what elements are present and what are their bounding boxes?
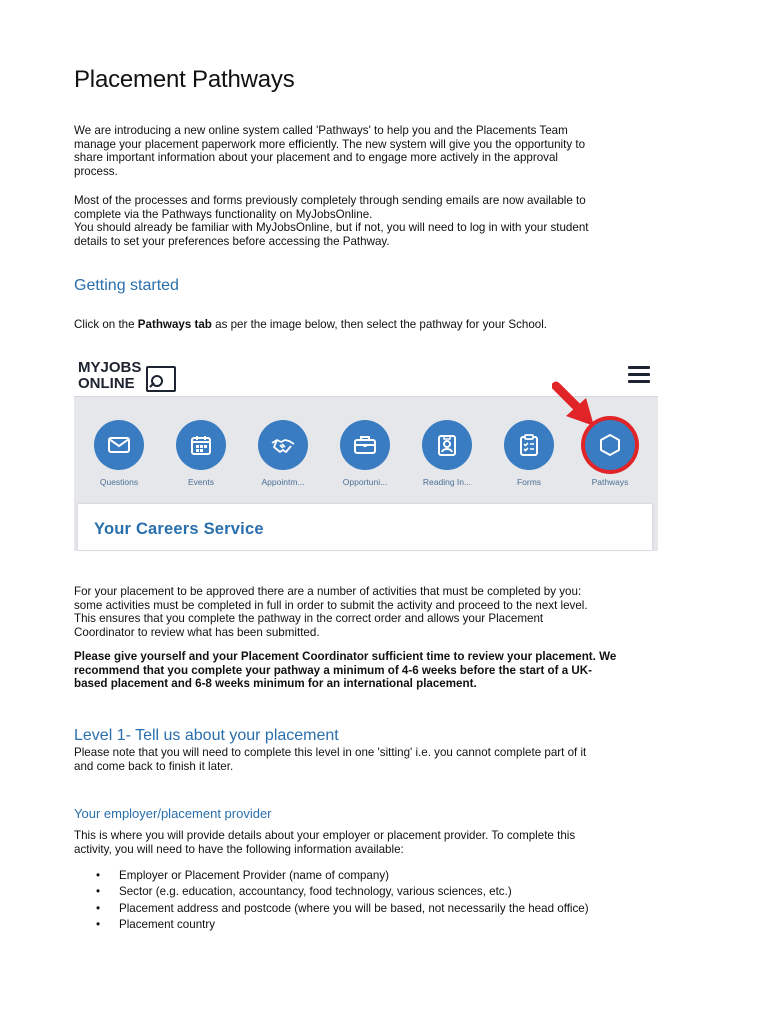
calendar-icon (189, 433, 213, 457)
tile-label: Opportuni... (342, 477, 388, 487)
level1-note-line: Please note that you will need to complete this level in one 'sitting' i.e. you cannot complete part of it (74, 746, 587, 759)
approval-paragraph (74, 585, 696, 639)
processes-line: complete via the Pathways functionality on MyJobsOnline. (74, 207, 373, 221)
tile-label: Reading In... (422, 477, 472, 487)
employer-text-line: activity, you will need to have the following information available: (74, 842, 404, 856)
tile-questions[interactable] (79, 420, 159, 487)
tile-label: Forms (516, 477, 542, 487)
employer-requirements-list (74, 868, 589, 934)
handshake-icon (271, 433, 295, 457)
instruction-text: as per the image below, then select the pathway for your School. (211, 318, 548, 331)
processes-line: You should already be familiar with MyJobsOnline, but if not, you will need to log in with your student (74, 221, 589, 235)
tile-label: Events (188, 477, 214, 487)
list-item: • Placement country (74, 917, 589, 933)
getting-started-instruction (74, 318, 696, 332)
approval-line: some activities must be completed in full in order to submit the activity and proceed to the next level. (74, 598, 588, 612)
tile-reading-in[interactable] (407, 420, 487, 487)
briefcase-icon (353, 433, 377, 457)
tile-events[interactable] (161, 420, 241, 487)
logo-search-icon (146, 366, 176, 392)
processes-paragraph (74, 194, 696, 248)
advice-paragraph (74, 650, 696, 691)
intro-line: manage your placement paperwork more efficiently. The new system will give you the opportunity to (74, 137, 586, 151)
employer-text-line: This is where you will provide details about your employer or placement provider. To complete this (74, 829, 576, 842)
clipboard-icon (517, 433, 541, 457)
tile-label: Questions (99, 477, 139, 487)
tile-opportunities[interactable] (325, 420, 405, 487)
intro-paragraph (74, 124, 696, 178)
tile-label: Appointm... (261, 477, 305, 487)
id-badge-icon (435, 433, 459, 457)
getting-started-heading: Getting started (74, 277, 179, 294)
level1-note-line: and come back to finish it later. (74, 759, 234, 773)
level1-heading: Level 1- Tell us about your placement (74, 727, 339, 744)
employer-heading: Your employer/placement provider (74, 806, 272, 821)
intro-line: process. (74, 164, 118, 178)
tile-label: Pathways (591, 477, 629, 487)
advice-line: based placement and 6-8 weeks minimum for an international placement. (74, 677, 477, 691)
list-item: • Employer or Placement Provider (name of company) (74, 868, 589, 884)
card-title: Your Careers Service (94, 520, 264, 538)
tile-appointments[interactable] (243, 420, 323, 487)
hexagon-icon (598, 433, 622, 457)
careers-service-card (78, 504, 652, 550)
myjobsonline-logo (78, 360, 141, 392)
approval-line: Coordinator to review what has been submitted. (74, 625, 320, 639)
approval-line: This ensures that you complete the pathway in the correct order and allows your Placement (74, 612, 544, 626)
level1-note (74, 746, 696, 773)
advice-line: Please give yourself and your Placement Coordinator sufficient time to review your placement. We (74, 650, 617, 663)
envelope-icon (107, 433, 131, 457)
processes-line: Most of the processes and forms previously completely through sending emails are now available to (74, 194, 586, 207)
approval-line: For your placement to be approved there are a number of activities that must be completed by you: (74, 585, 582, 598)
myjobsonline-screenshot (74, 352, 658, 550)
list-item: • Sector (e.g. education, accountancy, food technology, various sciences, etc.) (74, 884, 589, 900)
hamburger-menu-icon[interactable] (628, 366, 650, 384)
pathways-tab-label: Pathways tab (137, 318, 212, 331)
logo-line: MYJOBS (78, 359, 142, 376)
logo-line: ONLINE (78, 375, 135, 392)
employer-text (74, 829, 696, 856)
red-arrow-icon (552, 380, 602, 436)
intro-line: We are introducing a new online system called 'Pathways' to help you and the Placements Team (74, 124, 568, 137)
processes-line: details to set your preferences before accessing the Pathway. (74, 234, 390, 248)
instruction-text: Click on the (74, 318, 138, 331)
list-item: • Placement address and postcode (where you will be based, not necessarily the head office) (74, 901, 589, 917)
page-title: Placement Pathways (74, 66, 295, 93)
intro-line: share important information about your placement and to engage more actively in the approval (74, 151, 558, 165)
advice-line: recommend that you complete your pathway a minimum of 4-6 weeks before the start of a UK- (74, 663, 592, 677)
